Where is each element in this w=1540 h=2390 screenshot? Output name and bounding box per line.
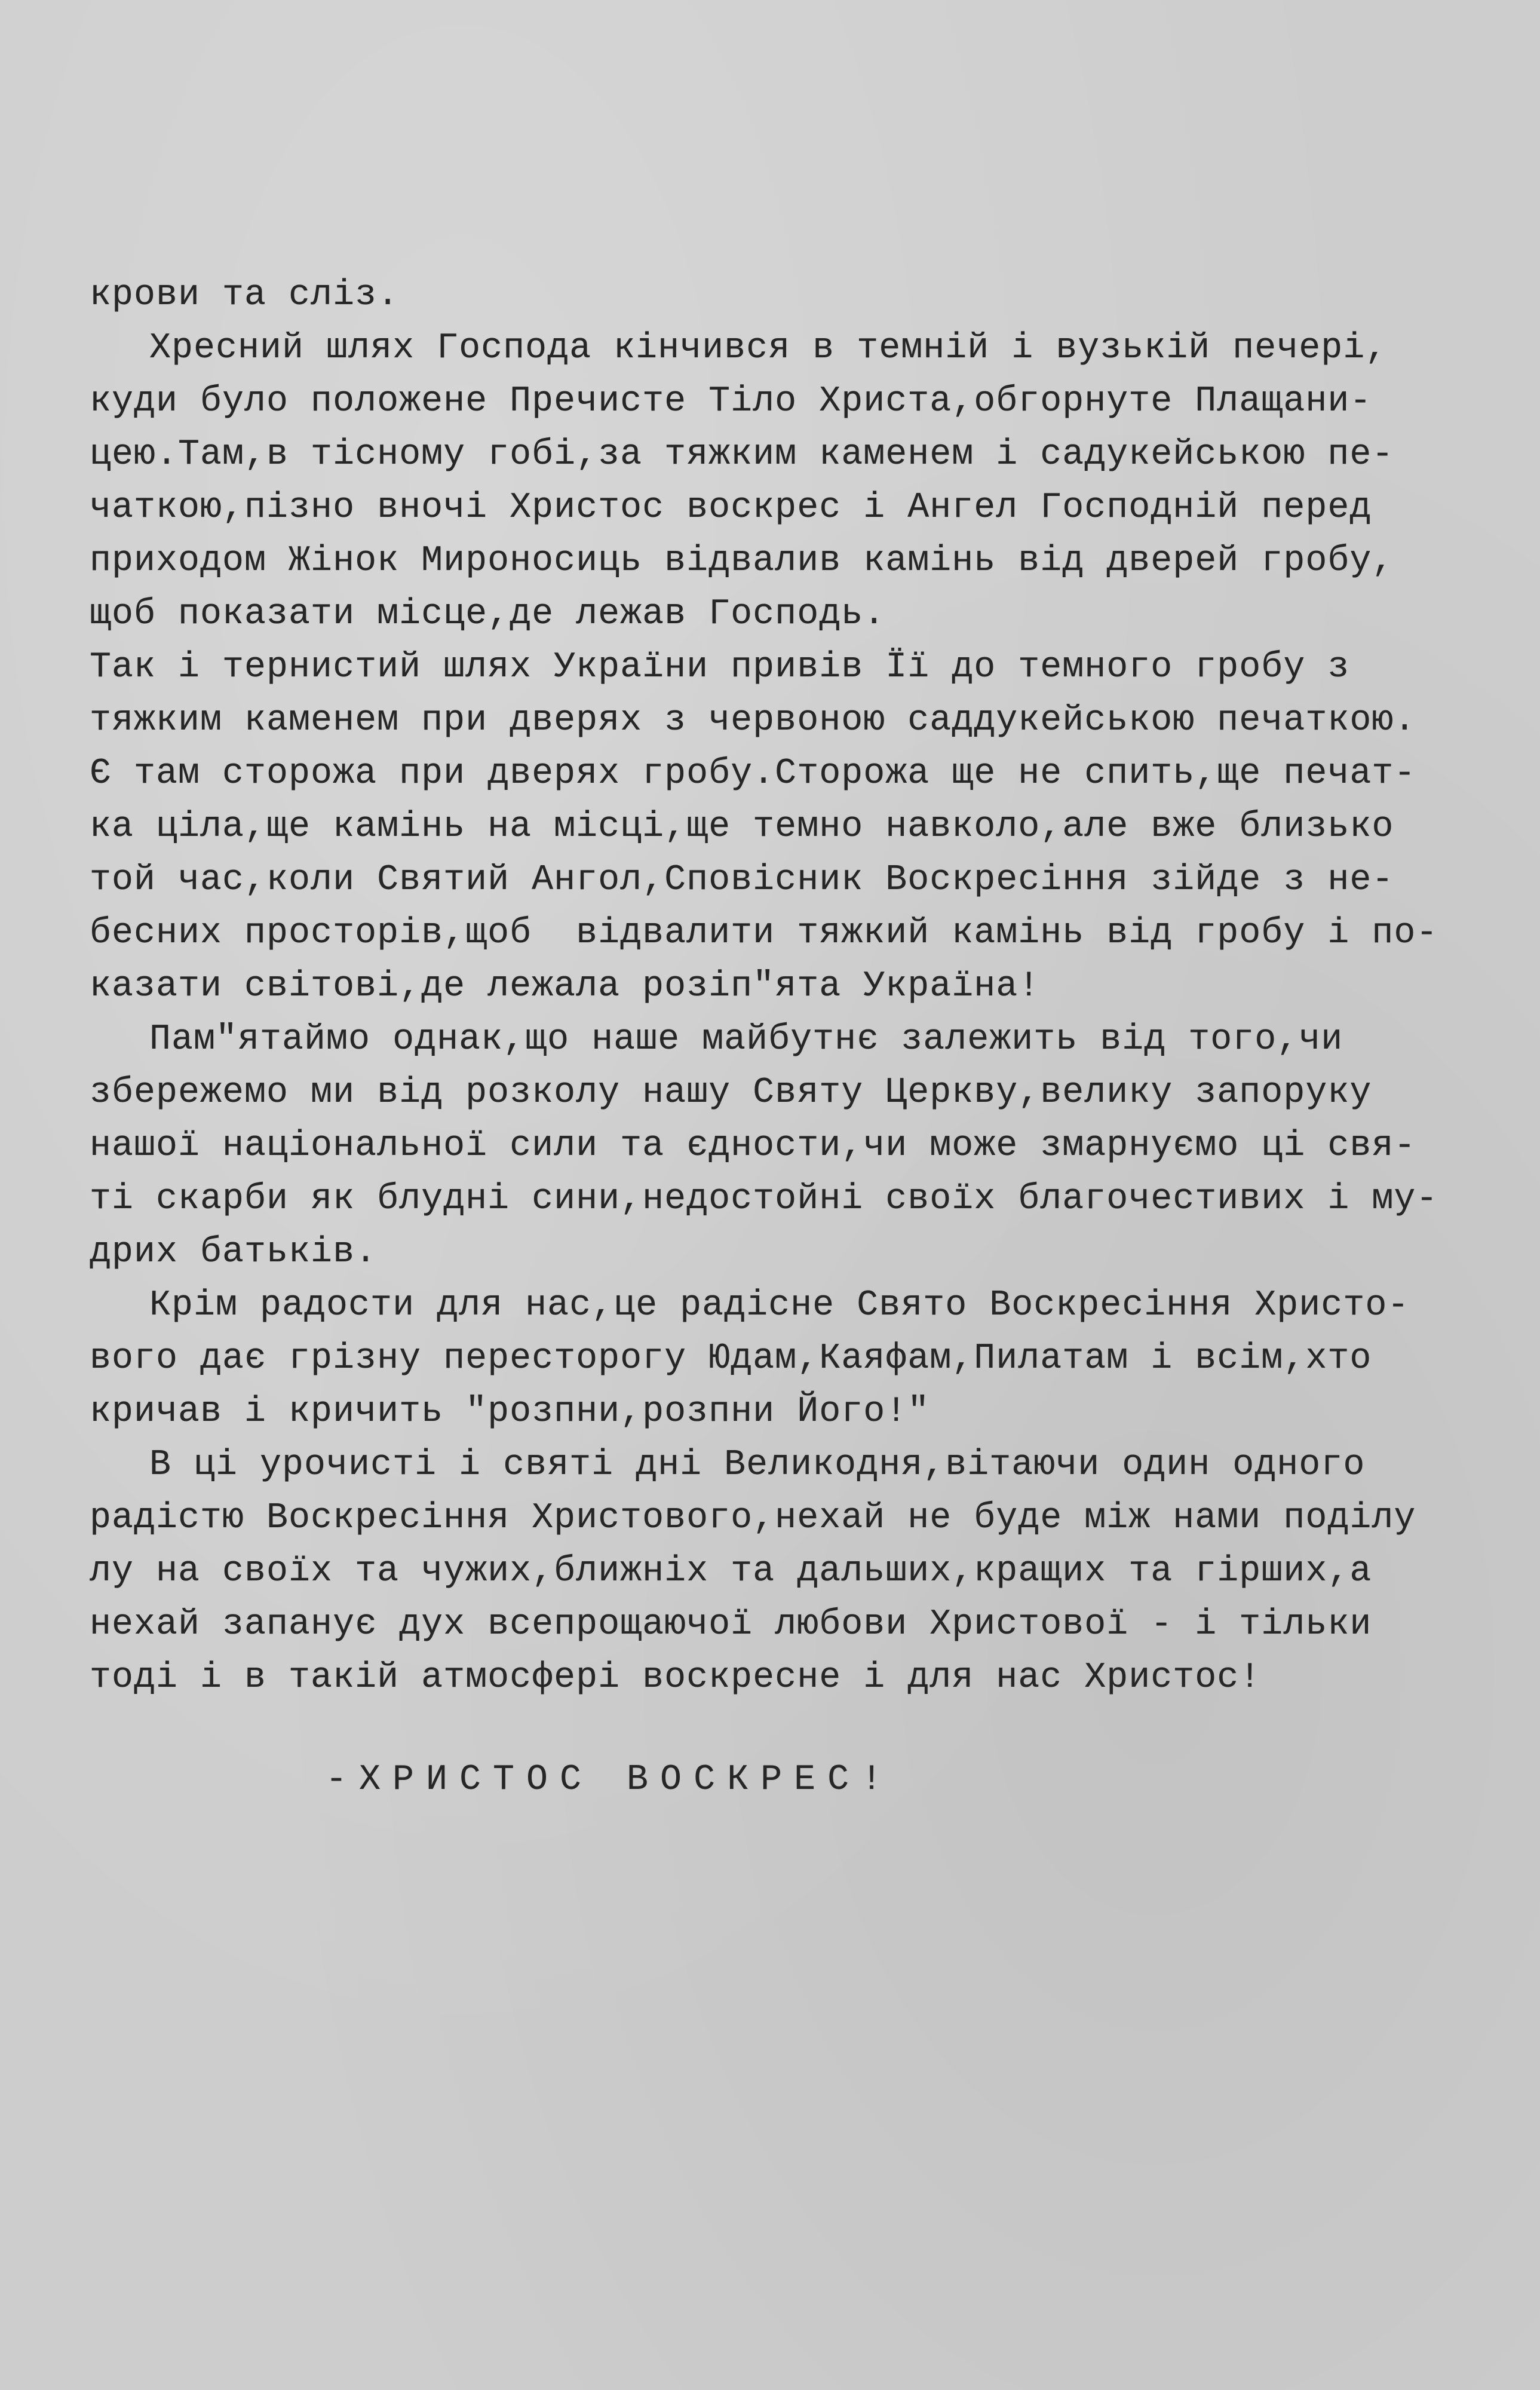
text-line: Хресний шлях Господа кінчився в темній і вузькій печері,	[149, 328, 1388, 369]
text-line: цею.Там,в тісному гобі,за тяжким каменем і садукейською пе-	[90, 434, 1394, 475]
text-line: лу на своїх та чужих,ближніх та дальших,кращих та гірших,а	[90, 1551, 1372, 1592]
text-line: тяжким каменем при дверях з червоною саддукейською печаткою.	[90, 700, 1416, 741]
closing-exclamation: -ХРИСТОС ВОСКРЕС!	[326, 1760, 895, 1800]
body-text	[90, 269, 1452, 1705]
text-line: казати світові,де лежала розіп"ята Україна!	[90, 966, 1041, 1007]
text-line: ка ціла,ще камінь на місці,ще темно навколо,але вже близько	[90, 807, 1394, 847]
text-line: крови та сліз.	[90, 275, 400, 315]
text-line: В ці урочисті і святі дні Великодня,вітаючи один одного	[149, 1445, 1366, 1485]
text-line: чаткою,пізно вночі Христос воскрес і Ангел Господній перед	[90, 488, 1372, 528]
text-line: ті скарби як блудні сини,недостойні своїх благочестивих і му-	[90, 1179, 1438, 1219]
text-line: нехай запанує дух всепрощаючої любови Христової - і тільки	[90, 1604, 1372, 1645]
text-line: Так і тернистий шлях України привів Її до темного гробу з	[90, 647, 1350, 688]
text-line: радістю Воскресіння Христового,нехай не буде між нами поділу	[90, 1498, 1416, 1539]
text-line: тоді і в такій атмосфері воскресне і для нас Христос!	[90, 1657, 1262, 1698]
text-line: кричав і кричить "розпни,розпни Його!"	[90, 1392, 930, 1432]
text-line: дрих батьків.	[90, 1232, 378, 1273]
text-line: бесних просторів,щоб відвалити тяжкий камінь від гробу і по-	[90, 913, 1438, 954]
text-line: збережемо ми від розколу нашу Святу Церкву,велику запоруку	[90, 1073, 1372, 1113]
text-line: Крім радости для нас,це радісне Свято Воскресіння Христо-	[149, 1285, 1410, 1326]
text-line: Пам"ятаймо однак,що наше майбутнє залежить від того,чи	[149, 1019, 1343, 1060]
text-line: Є там сторожа при дверях гробу.Сторожа ще не спить,ще печат-	[90, 753, 1416, 794]
text-line: той час,коли Святий Ангол,Сповісник Воскресіння зійде з не-	[90, 860, 1394, 900]
text-line: вого дає грізну пересторогу Юдам,Каяфам,Пилатам і всім,хто	[90, 1338, 1372, 1379]
text-line: куди було положене Пречисте Тіло Христа,обгорнуте Плащани-	[90, 381, 1372, 422]
text-line: нашої національної сили та єдности,чи може змарнуємо ці свя-	[90, 1126, 1416, 1166]
text-line: щоб показати місце,де лежав Господь.	[90, 594, 886, 635]
text-line: приходом Жінок Мироносиць відвалив камінь від дверей гробу,	[90, 541, 1394, 581]
